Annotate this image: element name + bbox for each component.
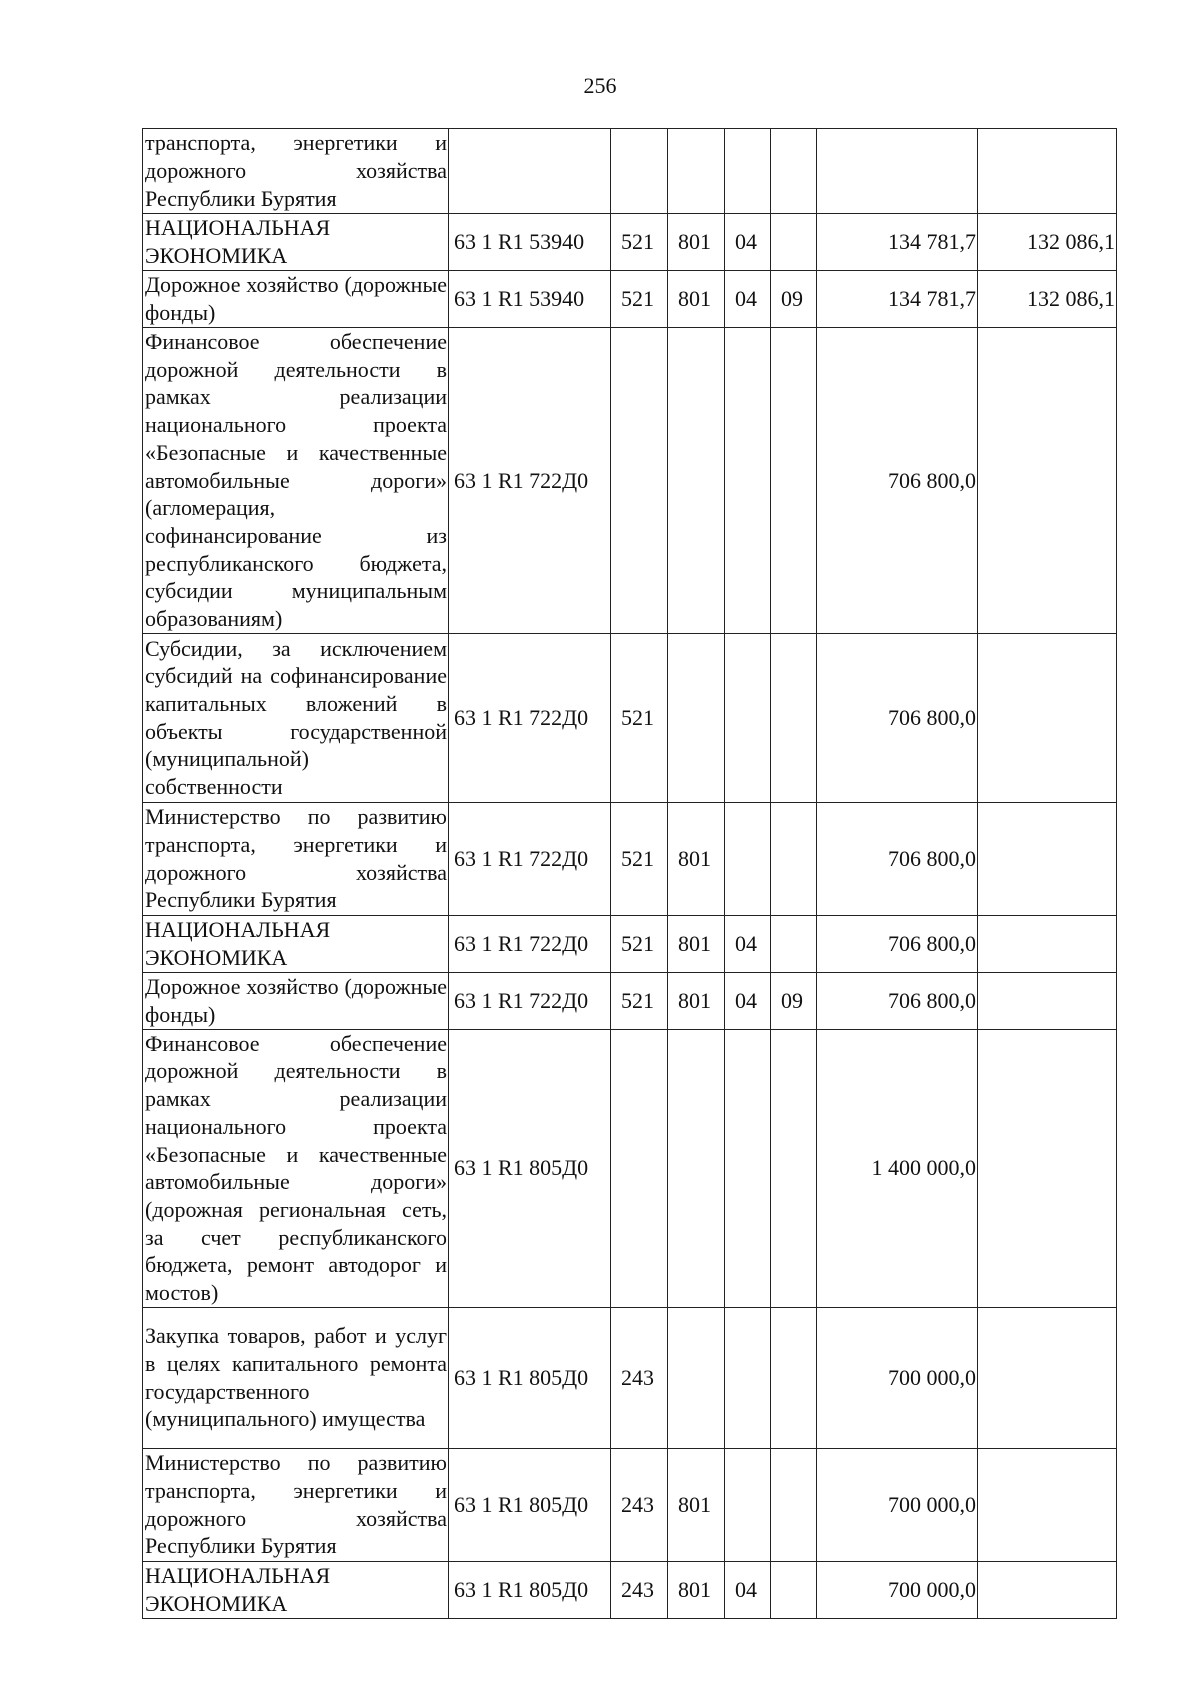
- row-section: 04: [725, 972, 771, 1029]
- table-row: [143, 972, 1117, 1029]
- row-ministry-code: [668, 633, 725, 802]
- table-row: [143, 1307, 1117, 1448]
- row-amount-1: 700 000,0: [817, 1561, 978, 1618]
- row-subsection: 09: [771, 271, 817, 328]
- row-subsection: [771, 1029, 817, 1307]
- row-expense-type: 521: [611, 915, 668, 972]
- row-amount-2: [978, 1307, 1117, 1448]
- row-amount-1: 700 000,0: [817, 1307, 978, 1448]
- row-name: НАЦИОНАЛЬНАЯ ЭКОНОМИКА: [143, 214, 449, 271]
- row-name: Министерство по развитию транспорта, энергетики и дорожного хозяйства Республики Бурятия: [143, 802, 449, 915]
- row-subsection: [771, 1307, 817, 1448]
- row-subsection: [771, 915, 817, 972]
- row-expense-type: 243: [611, 1448, 668, 1561]
- row-target-article: 63 1 R1 53940: [449, 271, 611, 328]
- row-name: Финансовое обеспечение дорожной деятельности в рамках реализации национального проекта «Безопасные и качественные автомобильные дороги» (агломерация, софинансирование из республиканского бюджета, субсидии муниципальным образованиям): [143, 328, 449, 634]
- row-section: [725, 1029, 771, 1307]
- row-subsection: [771, 1561, 817, 1618]
- row-amount-2: [978, 328, 1117, 634]
- row-expense-type: 521: [611, 271, 668, 328]
- row-amount-1: [817, 129, 978, 214]
- row-amount-2: 132 086,1: [978, 271, 1117, 328]
- row-amount-1: 134 781,7: [817, 214, 978, 271]
- row-amount-2: 132 086,1: [978, 214, 1117, 271]
- row-expense-type: [611, 129, 668, 214]
- table-row: [143, 1448, 1117, 1561]
- row-section: 04: [725, 1561, 771, 1618]
- row-amount-1: 1 400 000,0: [817, 1029, 978, 1307]
- row-section: [725, 129, 771, 214]
- row-ministry-code: [668, 328, 725, 634]
- row-section: [725, 802, 771, 915]
- row-subsection: [771, 633, 817, 802]
- row-subsection: [771, 214, 817, 271]
- row-expense-type: 521: [611, 633, 668, 802]
- row-expense-type: [611, 328, 668, 634]
- row-ministry-code: 801: [668, 915, 725, 972]
- row-target-article: 63 1 R1 805Д0: [449, 1307, 611, 1448]
- row-name: Закупка товаров, работ и услуг в целях капитального ремонта государственного (муниципального) имущества: [143, 1307, 449, 1448]
- row-amount-2: [978, 129, 1117, 214]
- row-name: Министерство по развитию транспорта, энергетики и дорожного хозяйства Республики Бурятия: [143, 1448, 449, 1561]
- table-row: [143, 802, 1117, 915]
- row-subsection: [771, 328, 817, 634]
- row-amount-2: [978, 1448, 1117, 1561]
- table-body: [143, 129, 1117, 1619]
- row-subsection: [771, 129, 817, 214]
- row-name: Дорожное хозяйство (дорожные фонды): [143, 972, 449, 1029]
- row-subsection: [771, 802, 817, 915]
- table-row: [143, 271, 1117, 328]
- table-row: [143, 1561, 1117, 1618]
- row-target-article: 63 1 R1 722Д0: [449, 972, 611, 1029]
- row-ministry-code: [668, 129, 725, 214]
- row-ministry-code: 801: [668, 214, 725, 271]
- row-name: Субсидии, за исключением субсидий на софинансирование капитальных вложений в объекты государственной (муниципальной) собственности: [143, 633, 449, 802]
- row-name: Финансовое обеспечение дорожной деятельности в рамках реализации национального проекта «Безопасные и качественные автомобильные дороги» (дорожная региональная сеть, за счет республиканского бюджета, ремонт автодорог и мостов): [143, 1029, 449, 1307]
- row-expense-type: 243: [611, 1307, 668, 1448]
- row-amount-1: 706 800,0: [817, 633, 978, 802]
- row-amount-2: [978, 915, 1117, 972]
- row-name: транспорта, энергетики и дорожного хозяйства Республики Бурятия: [143, 129, 449, 214]
- row-section: [725, 633, 771, 802]
- row-section: [725, 1448, 771, 1561]
- table-row: [143, 214, 1117, 271]
- row-amount-2: [978, 972, 1117, 1029]
- row-subsection: 09: [771, 972, 817, 1029]
- row-ministry-code: 801: [668, 1448, 725, 1561]
- row-target-article: 63 1 R1 722Д0: [449, 802, 611, 915]
- row-section: [725, 1307, 771, 1448]
- row-section: [725, 328, 771, 634]
- row-target-article: 63 1 R1 722Д0: [449, 915, 611, 972]
- table-row: [143, 633, 1117, 802]
- row-amount-1: 706 800,0: [817, 802, 978, 915]
- table-row: [143, 915, 1117, 972]
- row-name: НАЦИОНАЛЬНАЯ ЭКОНОМИКА: [143, 1561, 449, 1618]
- row-target-article: 63 1 R1 805Д0: [449, 1561, 611, 1618]
- row-amount-1: 134 781,7: [817, 271, 978, 328]
- table-row: [143, 1029, 1117, 1307]
- row-target-article: 63 1 R1 722Д0: [449, 633, 611, 802]
- row-ministry-code: 801: [668, 1561, 725, 1618]
- row-amount-2: [978, 802, 1117, 915]
- table-row: [143, 129, 1117, 214]
- row-expense-type: 521: [611, 802, 668, 915]
- row-amount-2: [978, 1029, 1117, 1307]
- row-ministry-code: [668, 1307, 725, 1448]
- row-section: 04: [725, 271, 771, 328]
- row-subsection: [771, 1448, 817, 1561]
- row-section: 04: [725, 915, 771, 972]
- row-expense-type: 521: [611, 214, 668, 271]
- row-ministry-code: 801: [668, 802, 725, 915]
- row-target-article: 63 1 R1 805Д0: [449, 1448, 611, 1561]
- table-row: [143, 328, 1117, 634]
- row-target-article: 63 1 R1 53940: [449, 214, 611, 271]
- row-amount-1: 700 000,0: [817, 1448, 978, 1561]
- row-expense-type: [611, 1029, 668, 1307]
- budget-table: [142, 128, 1117, 1619]
- row-amount-2: [978, 633, 1117, 802]
- page-number: 256: [583, 73, 617, 98]
- row-amount-1: 706 800,0: [817, 972, 978, 1029]
- row-amount-1: 706 800,0: [817, 915, 978, 972]
- row-amount-2: [978, 1561, 1117, 1618]
- row-name: Дорожное хозяйство (дорожные фонды): [143, 271, 449, 328]
- row-amount-1: 706 800,0: [817, 328, 978, 634]
- row-target-article: [449, 129, 611, 214]
- row-target-article: 63 1 R1 805Д0: [449, 1029, 611, 1307]
- row-ministry-code: 801: [668, 972, 725, 1029]
- row-name: НАЦИОНАЛЬНАЯ ЭКОНОМИКА: [143, 915, 449, 972]
- row-expense-type: 243: [611, 1561, 668, 1618]
- row-section: 04: [725, 214, 771, 271]
- row-expense-type: 521: [611, 972, 668, 1029]
- row-ministry-code: [668, 1029, 725, 1307]
- row-target-article: 63 1 R1 722Д0: [449, 328, 611, 634]
- row-ministry-code: 801: [668, 271, 725, 328]
